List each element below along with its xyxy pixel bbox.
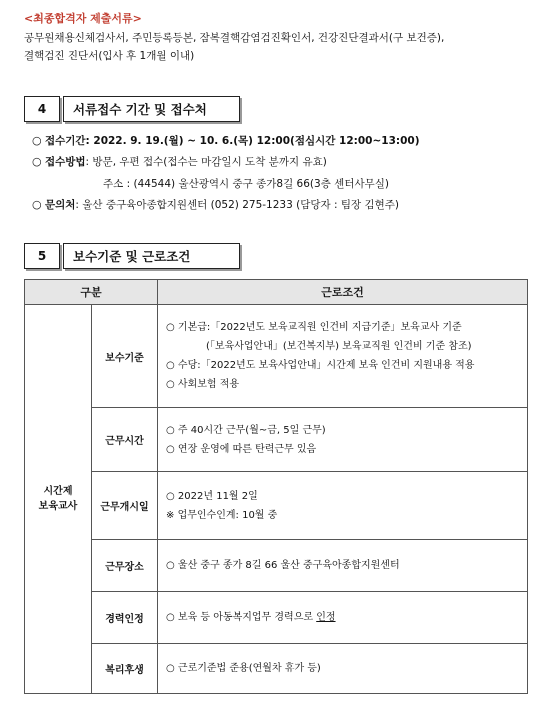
career-line [166, 608, 527, 627]
hours-line-2: ○ 연장 운영에 따른 탄력근무 있음 [166, 443, 317, 455]
header-category: 구분 [25, 280, 158, 305]
final-docs-line-1: 공무원채용신체검사서, 주민등록등본, 잠복결핵감염검진확인서, 건강진단결과서(구 보건증), [24, 32, 445, 44]
section-4-number [24, 96, 60, 122]
final-docs-heading: <최종합격자 제출서류> [24, 12, 142, 25]
section-4-title [63, 96, 240, 122]
table-row [25, 472, 528, 540]
career-line-underlined: 인정 [316, 612, 336, 623]
contact-value: : 울산 중구육아종합지원센터 (052) 275-1233 (담당자 : 팀장 김현주) [75, 199, 400, 211]
receipt-method-value: : 방문, 우편 접수(접수는 마감일시 도착 분까지 유효) [85, 156, 327, 168]
welfare-line-1: ○ 근로기준법 준용(연월차 휴가 등) [166, 663, 321, 674]
section-5-title [63, 243, 240, 269]
row-label-pay: 보수기준 [92, 305, 158, 408]
receipt-method-label: 접수방법 [44, 156, 86, 168]
table-row [25, 592, 528, 644]
pay-line-2: (「보육사업안내」(보건복지부) 보육교직원 인건비 기준 참조) [206, 341, 472, 352]
place-line-1: ○ 울산 중구 종가 8길 66 울산 중구육아종합지원센터 [166, 560, 400, 571]
table-row [25, 408, 528, 472]
row-content-hours [158, 408, 528, 472]
header-conditions: 근로조건 [158, 280, 528, 305]
table-row [25, 305, 528, 408]
start-line-1: ○ 2022년 11월 2일 [166, 490, 258, 502]
bullet-circle: ○ [32, 198, 42, 211]
section-4-number-text: 4 [37, 102, 47, 116]
pay-line-3: ○ 수당:「2022년도 보육사업안내」시간제 보육 인건비 지원내용 적용 [166, 360, 475, 371]
category-line-2: 보육교사 [38, 501, 78, 512]
career-line-prefix: ○ 보육 등 아동복지업무 경력으로 [166, 612, 317, 623]
section-5-number [24, 243, 60, 269]
row-content-welfare [158, 644, 528, 694]
table-header-row [25, 280, 528, 305]
section-4-title-text: 서류접수 기간 및 접수처 [73, 102, 207, 117]
row-label-hours: 근무시간 [92, 408, 158, 472]
category-line-1: 시간제 [43, 486, 73, 497]
bullet-circle: ○ [32, 155, 42, 168]
section-5-number-text: 5 [37, 249, 47, 263]
table-row [25, 540, 528, 592]
row-content-career [158, 592, 528, 644]
category-cell [25, 305, 92, 694]
bullet-circle: ○ [32, 134, 42, 147]
row-content-start [158, 472, 528, 540]
pay-line-1: ○ 기본급:「2022년도 보육교직원 인건비 지급기준」보육교사 기준 [166, 322, 462, 333]
receipt-method [32, 154, 327, 169]
pay-line-4: ○ 사회보험 적용 [166, 379, 240, 390]
hours-line-1: ○ 주 40시간 근무(월~금, 5일 근무) [166, 424, 326, 436]
receipt-period [32, 133, 420, 148]
final-docs-line-2: 결핵검진 진단서(입사 후 1개월 이내) [24, 50, 195, 62]
working-conditions-table [24, 279, 528, 694]
row-content-pay [158, 305, 528, 408]
receipt-period-value: : 2022. 9. 19.(월) ~ 10. 6.(목) 12:00(점심시간 12:00~13:00) [85, 135, 420, 147]
section-5-title-text: 보수기준 및 근로조건 [73, 249, 191, 264]
row-content-place [158, 540, 528, 592]
row-label-place: 근무장소 [92, 540, 158, 592]
row-label-career: 경력인정 [92, 592, 158, 644]
contact-info [32, 197, 399, 212]
row-label-welfare: 복리후생 [92, 644, 158, 694]
receipt-address: 주소 : (44544) 울산광역시 중구 종가8길 66(3층 센터사무실) [103, 178, 389, 190]
table-row [25, 644, 528, 694]
receipt-period-label: 접수기간 [44, 135, 86, 147]
start-line-2: ※ 업무인수인계: 10월 중 [166, 509, 278, 521]
row-label-start: 근무개시일 [92, 472, 158, 540]
contact-label: 문의처 [44, 199, 76, 211]
